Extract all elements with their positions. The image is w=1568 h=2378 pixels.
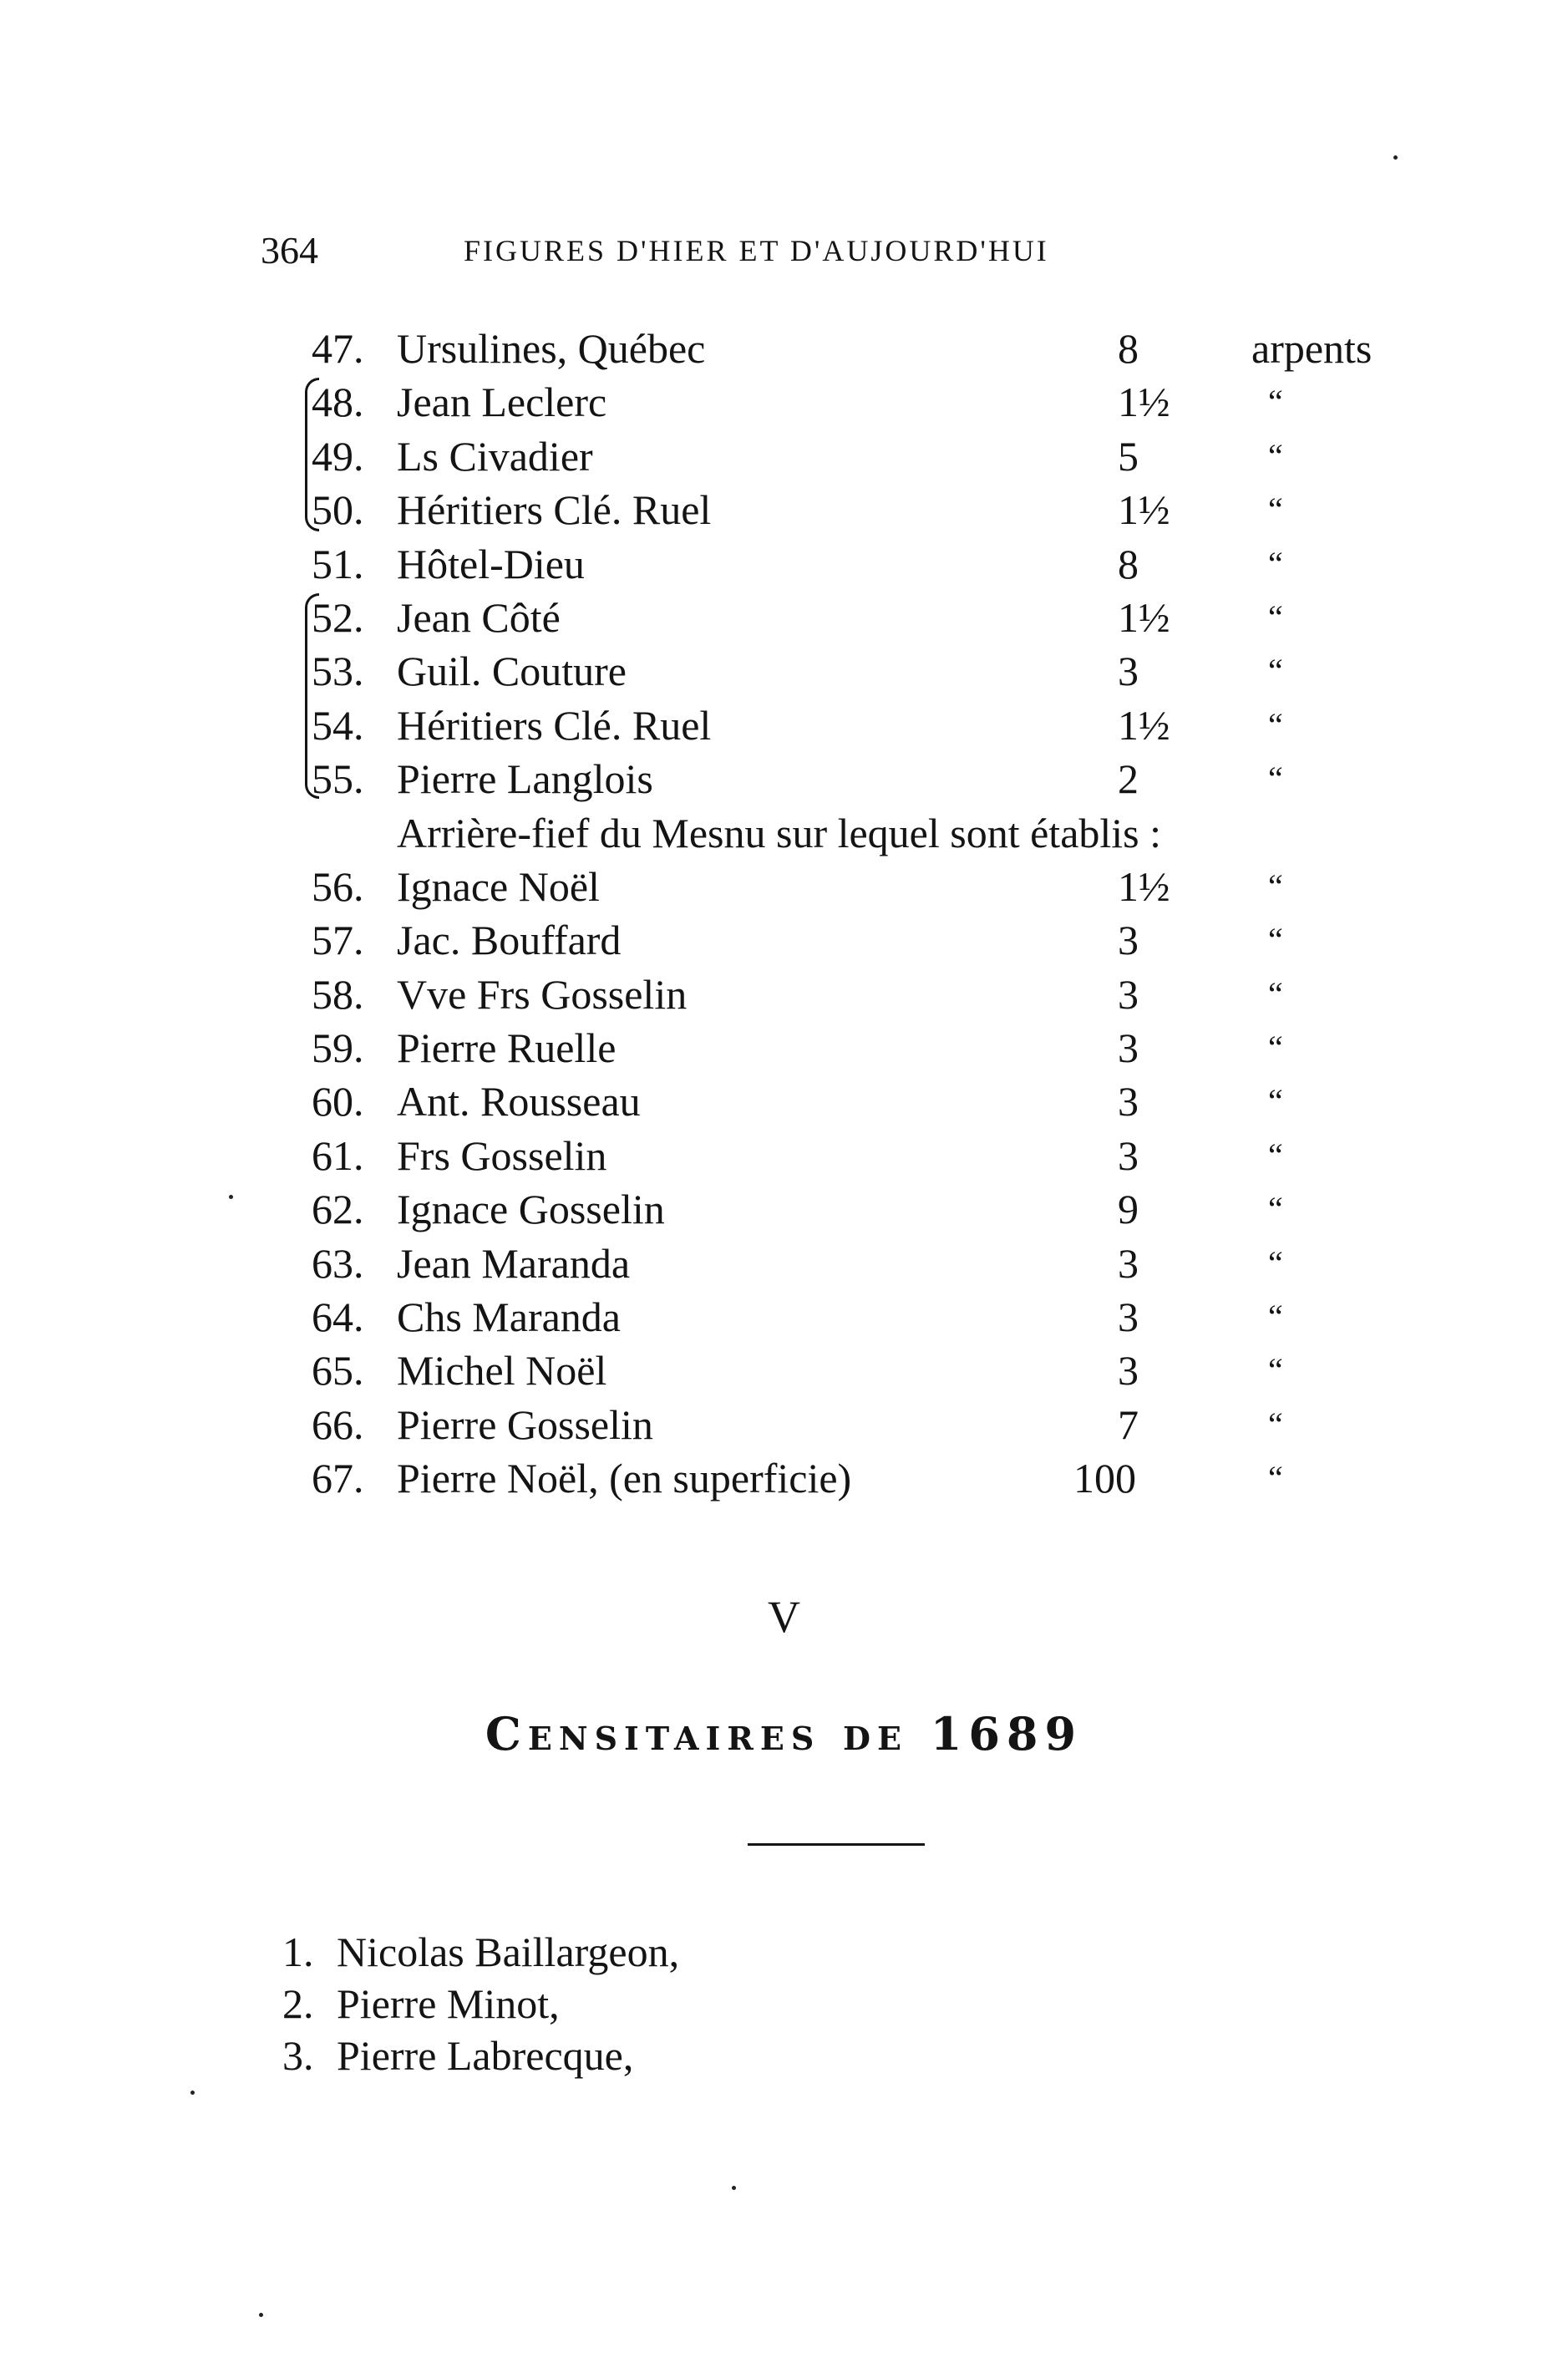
- item-name: Pierre Minot,: [337, 1980, 560, 2027]
- ditto-mark: “: [1268, 436, 1283, 475]
- area-value: 2: [1118, 755, 1139, 803]
- ledger-row: [0, 1344, 1568, 1397]
- scan-speck: [190, 2091, 195, 2095]
- row-number: 51.: [312, 540, 364, 587]
- group-brace-52-55: [305, 593, 319, 799]
- holder-name: Héritiers Clé. Ruel: [397, 486, 712, 534]
- ditto-mark: “: [1268, 1029, 1283, 1067]
- holder-name: Ant. Rousseau: [397, 1078, 641, 1125]
- censitaires-list: [0, 1926, 1568, 2081]
- ledger-row: [0, 1237, 1568, 1290]
- area-value: 9: [1118, 1186, 1139, 1233]
- ledger-row: [0, 1182, 1568, 1236]
- holder-name: Pierre Noël, (en superficie): [397, 1455, 852, 1502]
- ditto-mark: “: [1268, 760, 1283, 798]
- area-value: 3: [1118, 1078, 1139, 1125]
- ditto-mark: “: [1268, 974, 1283, 1013]
- area-value: 1½: [1118, 486, 1170, 534]
- row-number: 59.: [312, 1024, 364, 1072]
- row-number: 52.: [312, 593, 364, 641]
- row-number: 53.: [312, 648, 364, 695]
- row-number: 64.: [312, 1293, 364, 1341]
- running-title: FIGURES D'HIER ET D'AUJOURD'HUI: [464, 234, 1049, 267]
- ledger-row: [0, 1290, 1568, 1344]
- holder-name: Jean Maranda: [397, 1239, 631, 1287]
- ledger-row: [0, 1451, 1568, 1505]
- holder-name: Ursulines, Québec: [397, 325, 706, 372]
- section-title: Censitaires de 1689: [485, 1707, 1083, 1761]
- holder-name: Michel Noël: [397, 1347, 607, 1395]
- ditto-mark: “: [1268, 1351, 1283, 1390]
- row-number: 61.: [312, 1131, 364, 1179]
- area-value: 3: [1118, 1024, 1139, 1072]
- scan-speck: [229, 1195, 233, 1199]
- ditto-mark: “: [1268, 383, 1283, 421]
- list-item: [0, 2030, 1568, 2081]
- ledger-row: [0, 644, 1568, 698]
- holder-name: Pierre Gosselin: [397, 1400, 653, 1448]
- row-number: 63.: [312, 1239, 364, 1287]
- ditto-mark: “: [1268, 1136, 1283, 1174]
- ditto-mark: “: [1268, 490, 1283, 529]
- item-name: Nicolas Baillargeon,: [337, 1928, 680, 1975]
- holder-name: Ls Civadier: [397, 432, 593, 480]
- subheading-row: [0, 806, 1568, 860]
- area-value: 3: [1118, 917, 1139, 964]
- area-value: 3: [1118, 1239, 1139, 1287]
- scan-speck: [732, 2186, 736, 2190]
- ditto-mark: “: [1268, 866, 1283, 905]
- group-brace-48-50: [305, 378, 319, 531]
- ledger-row: [0, 968, 1568, 1021]
- item-number: 2.: [282, 1980, 314, 2027]
- ditto-mark: “: [1268, 921, 1283, 959]
- ledger-row: [0, 375, 1568, 429]
- row-number: 48.: [312, 379, 364, 426]
- holder-name: Ignace Noël: [397, 862, 600, 910]
- ledger-row: [0, 322, 1568, 375]
- holder-name: Ignace Gosselin: [397, 1186, 665, 1233]
- ditto-mark: “: [1268, 1459, 1283, 1497]
- ledger-row: [0, 1129, 1568, 1182]
- item-number: 1.: [282, 1928, 314, 1975]
- ledger-row: [0, 483, 1568, 536]
- ledger-row: [0, 1075, 1568, 1128]
- area-value: 3: [1118, 970, 1139, 1018]
- ledger-row: [0, 699, 1568, 752]
- scan-speck: [1393, 155, 1398, 160]
- holder-name: Héritiers Clé. Ruel: [397, 701, 712, 749]
- ditto-mark: “: [1268, 1405, 1283, 1443]
- section-numeral: V: [768, 1592, 800, 1642]
- ditto-mark: “: [1268, 597, 1283, 636]
- list-item: [0, 1926, 1568, 1978]
- ledger-row: [0, 860, 1568, 913]
- holder-name: Guil. Couture: [397, 648, 627, 695]
- row-number: 56.: [312, 862, 364, 910]
- area-value: 7: [1118, 1400, 1139, 1448]
- scan-speck: [259, 2313, 263, 2317]
- holder-name: Jean Leclerc: [397, 379, 607, 426]
- row-number: 55.: [312, 755, 364, 803]
- holder-name: Jac. Bouffard: [397, 917, 622, 964]
- ledger-row: [0, 1021, 1568, 1075]
- ledger-row: [0, 752, 1568, 805]
- ledger-row: [0, 537, 1568, 591]
- row-number: 58.: [312, 970, 364, 1018]
- row-number: 49.: [312, 432, 364, 480]
- area-value: 1½: [1118, 701, 1170, 749]
- unit-label: arpents: [1251, 325, 1373, 372]
- item-number: 3.: [282, 2032, 314, 2079]
- ditto-mark: “: [1268, 1082, 1283, 1120]
- ledger-row: [0, 591, 1568, 644]
- area-value: 5: [1118, 432, 1139, 480]
- area-value: 3: [1118, 1293, 1139, 1341]
- list-item: [0, 1978, 1568, 2030]
- ledger-table: [0, 322, 1568, 1506]
- area-value: 1½: [1118, 593, 1170, 641]
- holder-name: Chs Maranda: [397, 1293, 621, 1341]
- ledger-row: [0, 913, 1568, 967]
- holder-name: Pierre Ruelle: [397, 1024, 617, 1072]
- arriere-fief-heading: Arrière-fief du Mesnu sur lequel sont établis :: [397, 809, 1162, 856]
- area-value: 3: [1118, 648, 1139, 695]
- area-value: 8: [1118, 540, 1139, 587]
- ditto-mark: “: [1268, 1298, 1283, 1336]
- holder-name: Frs Gosselin: [397, 1131, 607, 1179]
- row-number: 50.: [312, 486, 364, 534]
- area-value: 1½: [1118, 862, 1170, 910]
- page-number: 364: [261, 229, 318, 272]
- row-number: 60.: [312, 1078, 364, 1125]
- ditto-mark: “: [1268, 652, 1283, 690]
- area-value: 100: [1073, 1455, 1136, 1502]
- holder-name: Vve Frs Gosselin: [397, 970, 688, 1018]
- ditto-mark: “: [1268, 705, 1283, 744]
- area-value: 8: [1118, 325, 1139, 372]
- ditto-mark: “: [1268, 1243, 1283, 1282]
- row-number: 67.: [312, 1455, 364, 1502]
- ditto-mark: “: [1268, 1190, 1283, 1228]
- area-value: 3: [1118, 1131, 1139, 1179]
- row-number: 47.: [312, 325, 364, 372]
- row-number: 65.: [312, 1347, 364, 1395]
- section-rule: [748, 1843, 925, 1846]
- holder-name: Hôtel-Dieu: [397, 540, 585, 587]
- area-value: 3: [1118, 1347, 1139, 1395]
- ditto-mark: “: [1268, 544, 1283, 582]
- row-number: 57.: [312, 917, 364, 964]
- running-head: [0, 226, 1568, 276]
- row-number: 66.: [312, 1400, 364, 1448]
- row-number: 54.: [312, 701, 364, 749]
- holder-name: Jean Côté: [397, 593, 561, 641]
- area-value: 1½: [1118, 379, 1170, 426]
- item-name: Pierre Labrecque,: [337, 2032, 634, 2079]
- ledger-row: [0, 1398, 1568, 1451]
- holder-name: Pierre Langlois: [397, 755, 653, 803]
- ledger-row: [0, 429, 1568, 483]
- row-number: 62.: [312, 1186, 364, 1233]
